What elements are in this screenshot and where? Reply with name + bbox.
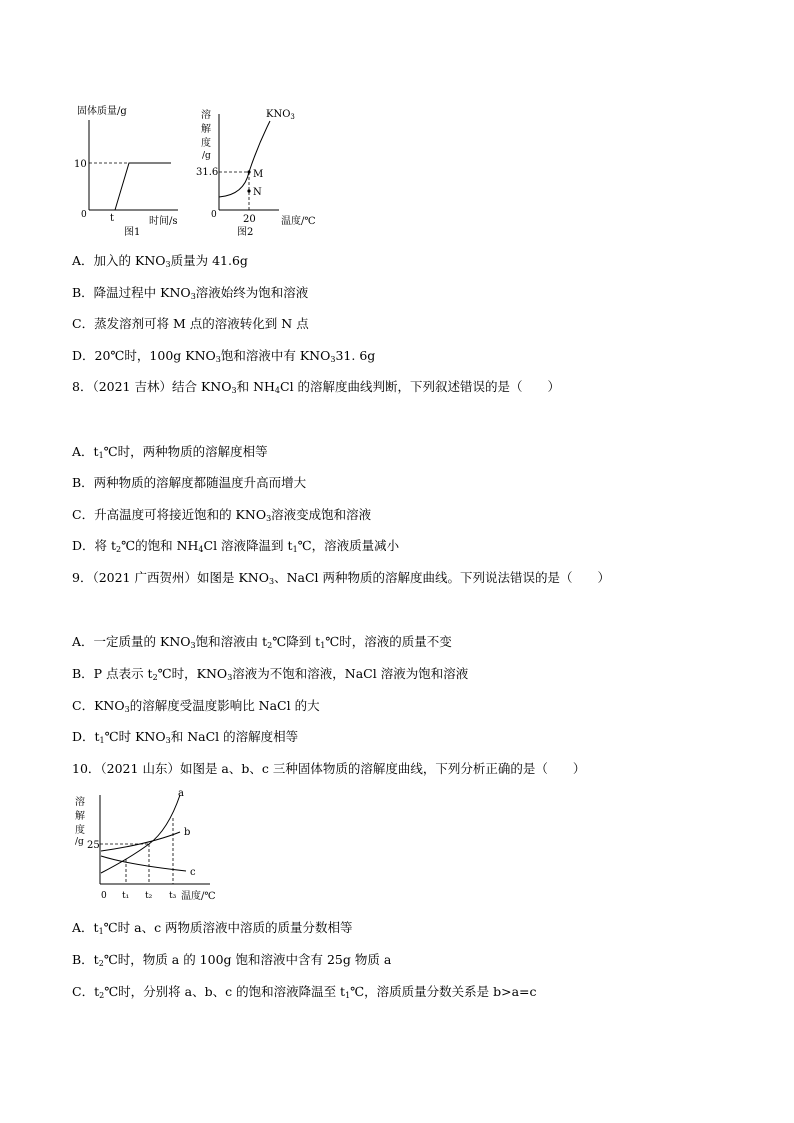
figure-2 [194,100,324,240]
fig2-kno3-curve [219,121,270,197]
q7-option-c: C．蒸发溶剂可将 M 点的溶液转化到 N 点 [72,316,309,331]
q8-option-b: B．两种物质的溶解度都随温度升高而增大 [72,475,307,490]
fig1-curve [115,163,171,210]
fig2-y-label-3: 度 [201,138,211,149]
q9-option-b: B．P 点表示 $t_2℃$时，$KNO_3$溶液为不饱和溶液，NaCl 溶液为饱和溶液 [72,666,469,682]
q8-stem: 8．（2021 吉林）结合 $KNO_3$和 $NH_4Cl$ 的溶解度曲线判断，下列叙述错误的是（ ） [72,379,561,395]
fig3-x-tick-t1: t₁ [122,891,130,901]
fig3-x-tick-t3: t₃ [169,891,177,901]
fig3-x-tick-t2: t₂ [145,891,153,901]
fig3-y-label-2: 解 [75,811,85,822]
fig2-m-label: M [253,169,264,180]
fig2-x-tick: 20 [243,214,256,225]
fig2-point-m [247,170,250,173]
fig2-point-n [247,189,250,192]
fig3-curve-a [101,795,180,873]
fig1-y-axis-label: 固体质量/g [77,106,127,117]
fig1-x-axis-label: 时间/s [149,216,178,227]
fig2-y-label-2: 解 [201,124,211,135]
fig2-caption: 图2 [237,227,254,238]
fig3-origin: 0 [101,891,107,901]
q10-option-a: A．$t_1℃$时 a、c 两物质溶液中溶质的质量分数相等 [72,920,353,936]
q9-option-c: C．$KNO_3$的溶解度受温度影响比 NaCl 的大 [72,698,320,714]
fig3-y-label-1: 溶 [75,797,85,808]
q7-option-a: A．加入的 $KNO_3$质量为 41.6g [72,253,248,269]
fig1-x-tick-t: t [110,213,115,224]
q10-option-c: C．$t_2℃$时，分别将 a、b、c 的饱和溶液降温至 $t_1℃$，溶质质量分数关系是 b>a=c [72,984,537,1000]
fig3-y-label-4: /g [75,837,84,847]
q9-option-d: D．$t_1℃$时 $KNO_3$和 NaCl 的溶解度相等 [72,729,299,745]
q8-option-c: C．升高温度可将接近饱和的 $KNO_3$溶液变成饱和溶液 [72,507,372,523]
fig3-label-c: c [190,867,196,878]
figure-1 [70,98,180,240]
q8-option-a: A．$t_1℃$时，两种物质的溶解度相等 [72,444,268,460]
fig2-y-label-4: /g [202,151,211,161]
q10-option-b: B．$t_2℃$时，物质 a 的 100g 饱和溶液中含有 25g 物质 a [72,952,392,968]
fig2-curve-label: $KNO_3$ [266,109,295,121]
q7-option-b: B．降温过程中 $KNO_3$溶液始终为饱和溶液 [72,285,309,301]
q9-stem: 9．（2021 广西贺州）如图是 $KNO_3$、NaCl 两种物质的溶解度曲线。下列说法错误的是（ ） [72,570,611,586]
fig3-curve-b [101,832,180,851]
fig3-label-a: a [178,788,184,799]
q7-option-d: D．20℃时，100g $KNO_3$饱和溶液中有 $KNO_331$. 6g [72,348,376,364]
fig3-y-label-3: 度 [75,825,85,836]
fig3-label-b: b [184,827,191,838]
fig2-x-axis-label: 温度/℃ [281,216,316,227]
fig2-n-label: N [253,187,262,198]
figure-3 [70,788,230,910]
q8-option-d: D．将 $t_2℃$的饱和 $NH_4Cl$ 溶液降温到 $t_1℃$，溶液质量减小 [72,538,400,554]
fig3-x-axis-label: 温度/℃ [181,891,216,902]
fig1-caption: 图1 [124,227,141,238]
fig1-y-tick-10: 10 [74,159,87,170]
fig3-y-tick: 25 [87,840,100,851]
fig2-y-tick: 31.6 [196,167,219,178]
fig2-y-label-1: 溶 [201,110,211,121]
fig2-origin: 0 [211,210,217,220]
fig1-origin: 0 [81,210,87,220]
q9-option-a: A．一定质量的 $KNO_3$饱和溶液由 $t_2℃$降到 $t_1℃$时，溶液的质量不变 [72,634,452,650]
q10-stem: 10．（2021 山东）如图是 a、b、c 三种固体物质的溶解度曲线，下列分析正确的是（ ） [72,761,586,776]
